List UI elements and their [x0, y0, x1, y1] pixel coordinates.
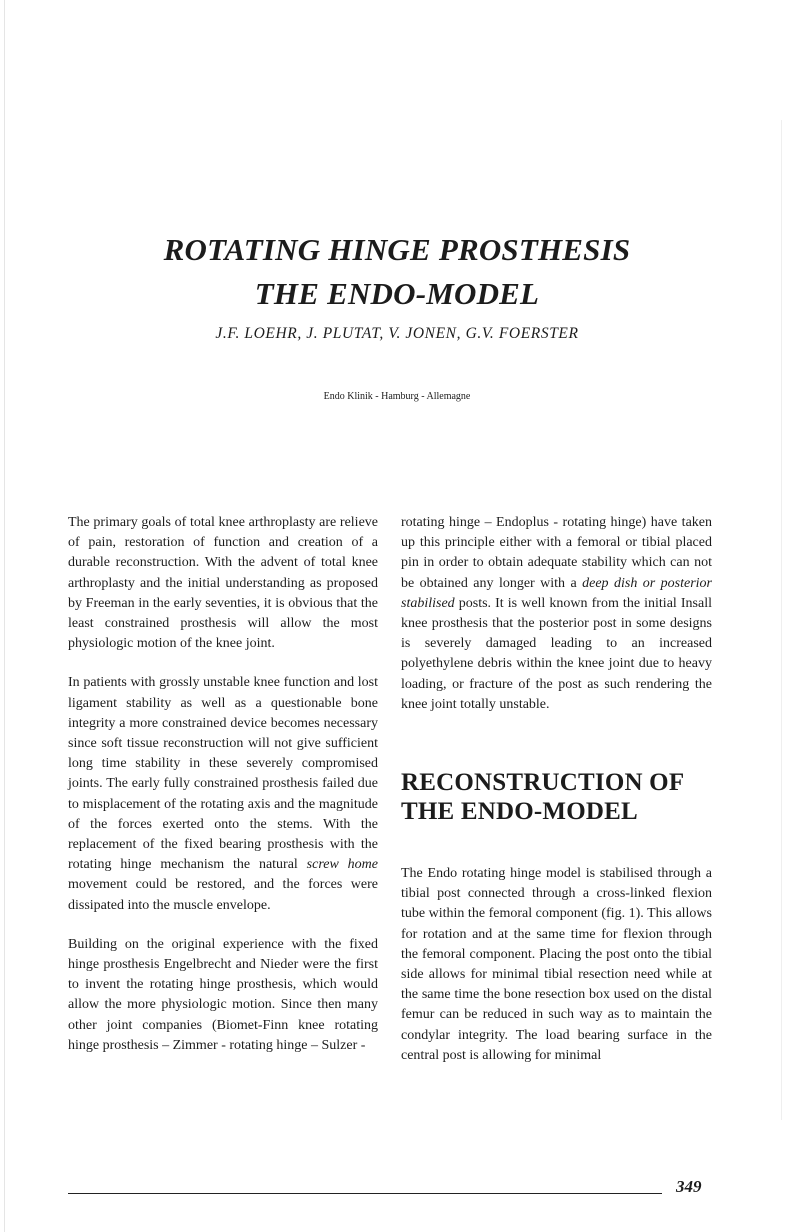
right-column	[401, 513, 712, 1066]
paragraph-goals: The primary goals of total knee arthroplasty are relieve of pain, restoration of function and creation of a durable reconstruction. With the advent of total knee arthroplasty and the initial understanding as proposed by Freeman in the early seventies, it is obvious that the least constrained prosthesis will allow the most physiologic motion of the knee joint.	[68, 515, 378, 652]
author-list: J.F. LOEHR, J. PLUTAT, V. JONEN, G.V. FOERSTER	[215, 325, 579, 342]
paragraph-endo-model: The Endo rotating hinge model is stabilised through a tibial post connected through a cross-linked flexion tube within the femoral component (fig. 1). This allows for rotation and at the same time for flexion through the femoral component. Placing the post onto the tibial side allows for minimal tibial resection need while at the same time the bone resection box used on the distal femur can be reduced in such way as to maintain the condylar integrity. The load bearing surface in the central post is allowing for minimal	[401, 866, 712, 1063]
title-line-2: THE ENDO-MODEL	[254, 276, 540, 311]
footer-rule	[68, 1193, 662, 1194]
section-heading: RECONSTRUCTION OF THE ENDO-MODEL	[401, 769, 684, 826]
paragraph-unstable-knee	[68, 673, 378, 915]
paragraph-continuation	[401, 513, 712, 715]
paragraph-text: rotating hinge – Endoplus - rotating hinge) have taken up this principle either with a femoral or tibial placed pin in order to obtain adequate stability which can not be obtained any longer with a	[401, 515, 712, 591]
scan-edge-left	[4, 0, 5, 1232]
emphasis-screw-home: screw home	[306, 857, 378, 873]
paragraph-history: Building on the original experience with the fixed hinge prosthesis Engelbrecht and Nieder were the first to invent the rotating hinge prosthesis, which would allow the more physiologic motion. Since then many other joint companies (Biomet-Finn knee rotating hinge prosthesis – Zimmer - rotating hinge – Sulzer -	[68, 936, 378, 1053]
paragraph-text: posts. It is well known from the initial Insall knee prosthesis that the posterior post in some designs is severely damaged leading to an increased polyethylene debris within the knee joint due to heavy loading, or fracture of the post as such rendering the knee joint totally unstable.	[401, 595, 712, 712]
article-title	[0, 228, 794, 316]
paragraph-text: movement could be restored, and the forces were dissipated into the muscle envelope.	[68, 877, 378, 913]
paragraph-text: In patients with grossly unstable knee function and lost ligament stability as well as a questionable bone integrity a more constrained device becomes necessary since soft tissue reconstruction will not give sufficient long time stability in these severely compromised joints. The early fully constrained prosthesis failed due to misplacement of the rotating axis and the magnitude of the forces exerted onto the stems. With the replacement of the fixed bearing prosthesis with the rotating hinge mechanism the natural	[68, 675, 378, 873]
page-number: 349	[676, 1177, 702, 1196]
left-column	[68, 513, 378, 1056]
emphasis-deep-dish: deep dish or posterior stabilised	[401, 575, 712, 611]
affiliation: Endo Klinik - Hamburg - Allemagne	[323, 391, 471, 402]
title-line-1: ROTATING HINGE PROSTHESIS	[163, 232, 631, 267]
